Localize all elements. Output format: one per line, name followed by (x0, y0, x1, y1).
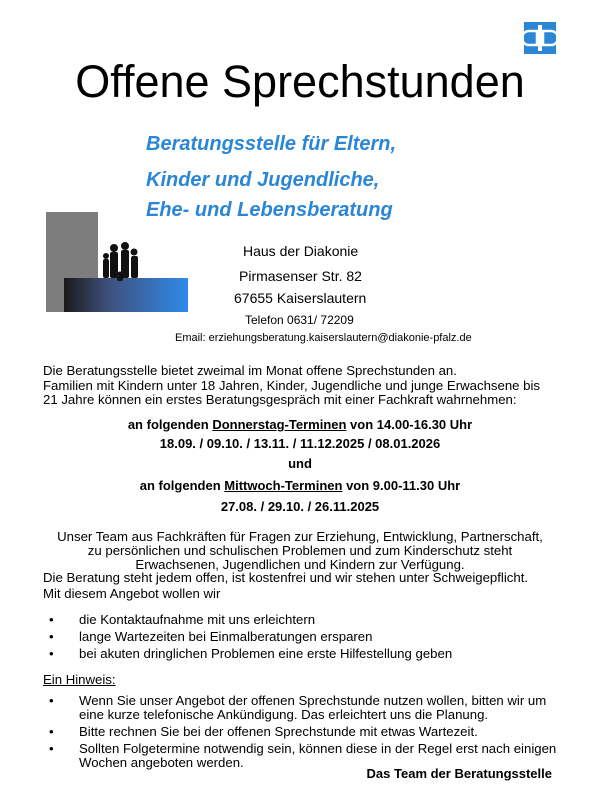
wednesday-dates-heading (0, 478, 600, 494)
offer-item-2: lange Wartezeiten bei Einmalberatungen ersparen (79, 629, 373, 644)
signature: Das Team der Beratungsstelle (366, 766, 552, 781)
address-phone: Telefon 0631/ 72209 (245, 313, 354, 327)
address-city: 67655 Kaiserslautern (234, 290, 367, 306)
offer-list (43, 613, 563, 664)
team-paragraph: Unser Team aus Fachkräften für Fragen zur Erziehung, Entwicklung, Partnerschaft, zu persönlichen und schulischen Problemen und zum Kinderschutz steht Erwachsenen, Jugendlichen und Kindern zur Verfügung. (57, 529, 543, 572)
and-text: und (288, 456, 312, 471)
subtitle-line-1: Beratungsstelle für Eltern, (146, 133, 397, 155)
family-silhouette-graphic (46, 212, 188, 312)
address-email: Email: erziehungsberatung.kaiserslautern@diakonie-pfalz.de (175, 332, 472, 344)
subtitle-line-3: Ehe- und Lebensberatung (146, 199, 393, 221)
wednesday-prefix: an folgenden (139, 478, 225, 493)
address-street: Pirmasenser Str. 82 (239, 268, 362, 284)
offer-intro: Mit diesem Angebot wollen wir (43, 586, 221, 601)
thursday-dates: 18.09. / 09.10. / 13.11. / 11.12.2025 / 08.01.2026 (159, 436, 441, 451)
bullet: • (49, 646, 54, 661)
list-item (43, 725, 563, 739)
intro-line-1: Die Beratungsstelle bietet zweimal im Monat offene Sprechstunden an. (43, 363, 457, 378)
bullet: • (49, 629, 54, 644)
thursday-label: Donnerstag-Terminen (212, 417, 347, 432)
list-item (43, 694, 563, 722)
hint-list (43, 694, 563, 773)
address-name: Haus der Diakonie (243, 243, 359, 259)
bullet: • (49, 693, 54, 708)
bullet: • (49, 741, 54, 756)
hint-heading: Ein Hinweis: (43, 672, 116, 687)
wednesday-suffix: von 9.00-11.30 Uhr (342, 478, 461, 493)
intro-line-2: Familien mit Kindern unter 18 Jahren, Kinder, Jugendliche und junge Erwachsene bis 21 Jahre können ein erstes Beratungsgespräch mit einer Fachkraft wahrnehmen: (43, 378, 541, 407)
wednesday-dates: 27.08. / 29.10. / 26.11.2025 (220, 499, 380, 514)
hint-item-2: Bitte rechnen Sie bei der offenen Sprechstunde mit etwas Wartezeit. (79, 724, 478, 739)
thursday-suffix: von 14.00-16.30 Uhr (346, 417, 473, 432)
list-item (43, 630, 563, 644)
list-item (43, 613, 563, 627)
diakonie-logo-icon (524, 22, 556, 54)
subtitle-line-2: Kinder und Jugendliche, (146, 169, 380, 191)
hint-item-1: Wenn Sie unser Angebot der offenen Sprechstunde nutzen wollen, bitten wir um eine kurze telefonische Ankündigung. Das erleichtert uns die Planung. (79, 693, 547, 722)
hint-item-3: Sollten Folgetermine notwendig sein, können diese in der Regel erst nach einigen Wochen angeboten werden. (79, 741, 557, 770)
offer-item-1: die Kontaktaufnahme mit uns erleichtern (79, 612, 316, 627)
bullet: • (49, 612, 54, 627)
bullet: • (49, 724, 54, 739)
list-item (43, 647, 563, 661)
thursday-prefix: an folgenden (127, 417, 213, 432)
wednesday-label: Mittwoch-Terminen (224, 478, 343, 493)
open-text: Die Beratung steht jedem offen, ist kostenfrei und wir stehen unter Schweigepflicht. (43, 570, 529, 585)
thursday-dates-heading (0, 417, 600, 433)
offer-item-3: bei akuten dringlichen Problemen eine erste Hilfestellung geben (79, 646, 453, 661)
page-title: Offene Sprechstunden (75, 56, 525, 107)
